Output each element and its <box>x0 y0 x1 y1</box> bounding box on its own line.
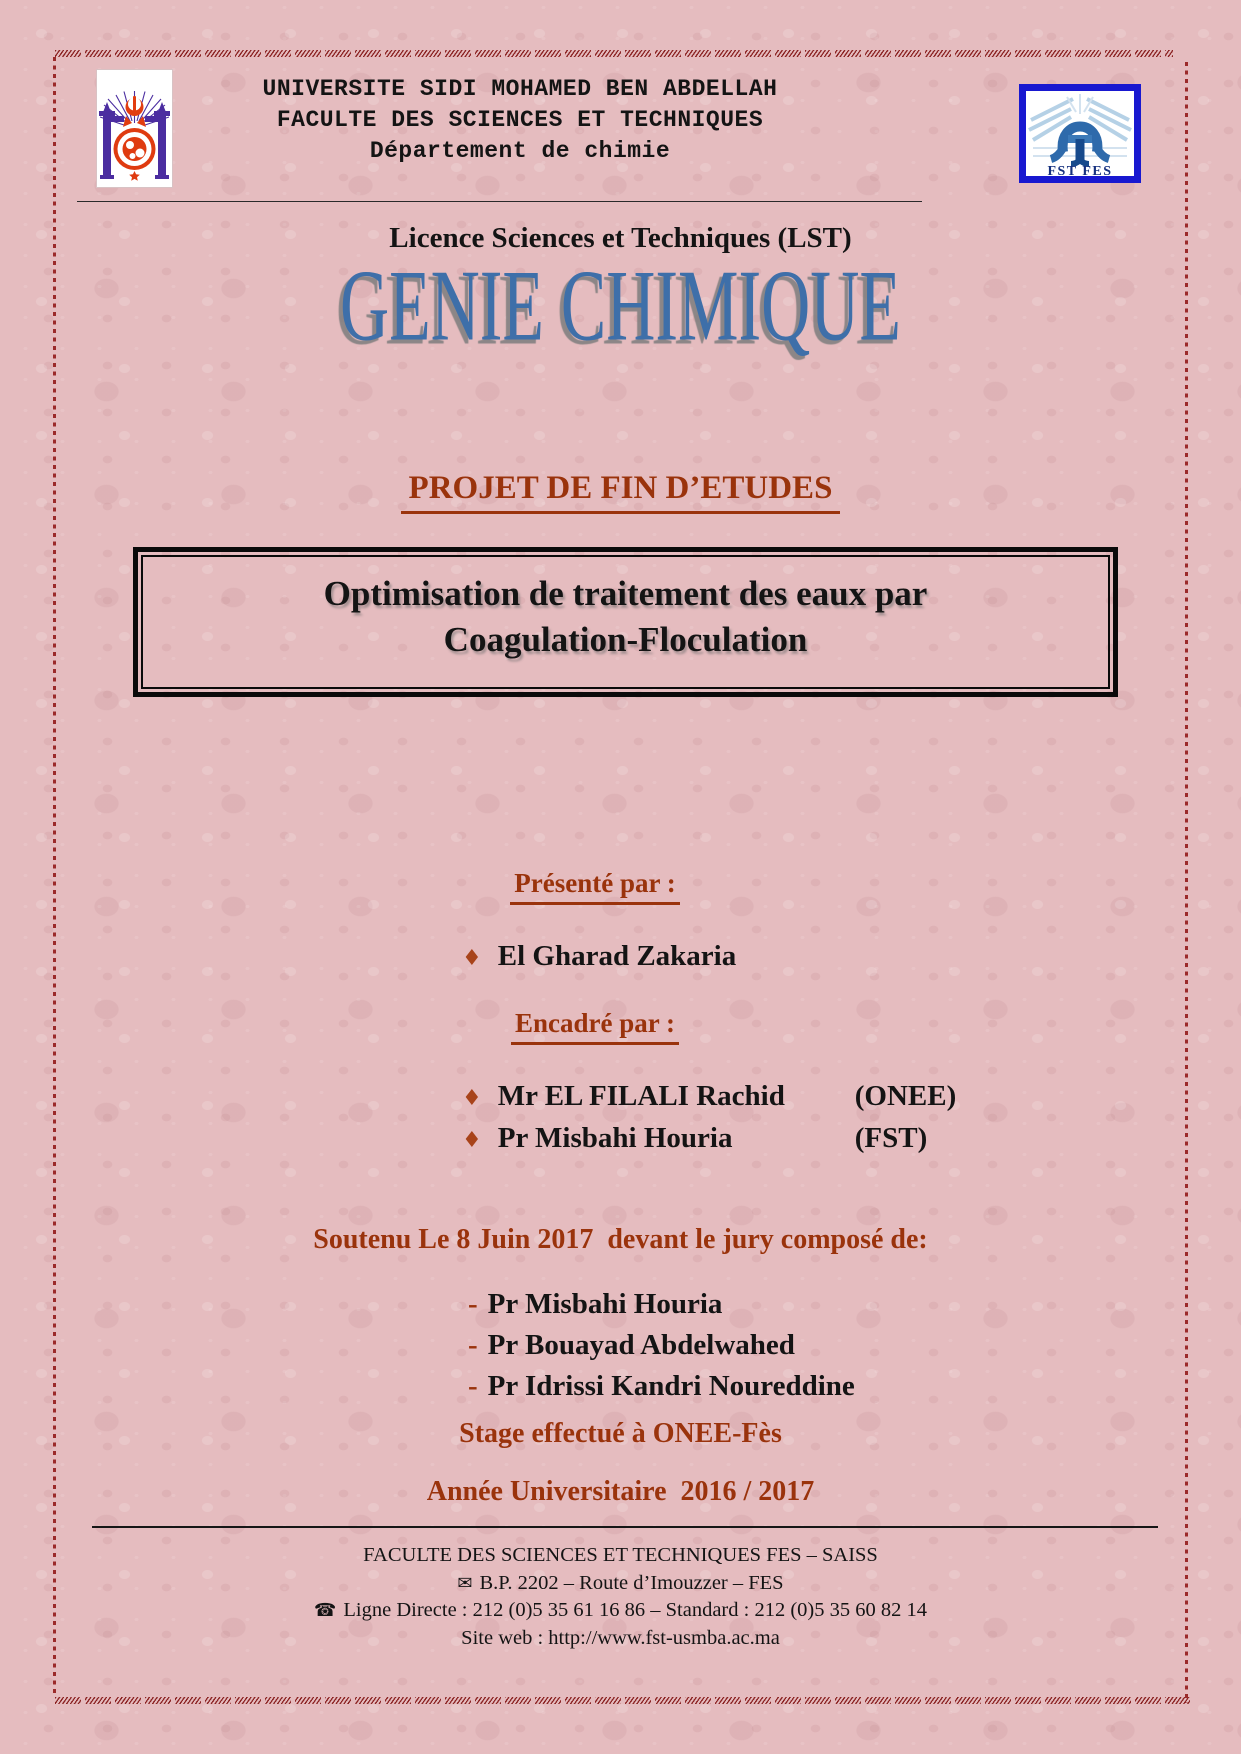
advisors-list <box>462 1080 956 1164</box>
supervised-by-label: Encadré par : <box>511 1008 679 1045</box>
presented-by-label: Présenté par : <box>510 868 679 905</box>
footer-phone-text: Ligne Directe : 212 (0)5 35 61 16 86 – Standard : 212 (0)5 35 60 82 14 <box>343 1599 927 1621</box>
footer-divider-rule <box>92 1526 1158 1528</box>
presented-by-heading <box>0 868 1190 905</box>
student-name: El Gharad Zakaria <box>497 940 737 972</box>
jury-row <box>468 1370 855 1403</box>
fst-fes-logo <box>1019 84 1141 183</box>
program-name: Licence Sciences et Techniques (LST) <box>389 222 852 254</box>
dash-bullet: - <box>468 1370 478 1402</box>
diamond-bullet-icon: ♦ <box>462 1086 482 1111</box>
thesis-title-line1: Optimisation de traitement des eaux par <box>323 574 928 613</box>
department-name: Département de chimie <box>369 138 671 164</box>
thesis-title-line2: Coagulation-Floculation <box>443 620 808 659</box>
advisor-affiliation: (FST) <box>854 1122 928 1154</box>
dash-bullet: - <box>468 1288 478 1320</box>
advisor-name: Mr EL FILALI Rachid <box>497 1080 785 1112</box>
advisor-row <box>462 1080 956 1113</box>
defense-intro: Soutenu Le 8 Juin 2017 devant le jury composé de: <box>313 1224 928 1255</box>
jury-list <box>468 1288 855 1411</box>
footer-faculty-line: FACULTE DES SCIENCES ET TECHNIQUES FES – SAISS <box>363 1544 878 1566</box>
advisor-affiliation: (ONEE) <box>854 1080 957 1112</box>
frame-bottom-border <box>55 1697 1190 1704</box>
university-name: UNIVERSITE SIDI MOHAMED BEN ABDELLAH <box>262 76 778 102</box>
thesis-title-box-inner <box>141 555 1110 689</box>
jury-member-name: Pr Bouayad Abdelwahed <box>487 1329 795 1361</box>
jury-member-name: Pr Idrissi Kandri Noureddine <box>487 1370 855 1402</box>
student-row <box>462 940 736 973</box>
usmba-university-emblem-logo <box>96 69 173 188</box>
advisor-row <box>462 1122 956 1155</box>
jury-row <box>468 1288 855 1321</box>
document-type-heading <box>0 470 1241 514</box>
envelope-icon: ✉ <box>457 1572 473 1594</box>
footer-address-line <box>0 1570 1241 1598</box>
faculty-name: FACULTE DES SCIENCES ET TECHNIQUES <box>276 107 764 133</box>
document-type-text: PROJET DE FIN D’ETUDES <box>401 470 841 514</box>
advisor-name: Pr Misbahi Houria <box>497 1122 733 1154</box>
dash-bullet: - <box>468 1329 478 1361</box>
diamond-bullet-icon: ♦ <box>462 946 482 971</box>
academic-year: Année Universitaire 2016 / 2017 <box>426 1476 815 1507</box>
diamond-bullet-icon: ♦ <box>462 1128 482 1153</box>
fst-fes-logo-caption: FST FES <box>1047 164 1113 179</box>
footer-address-text: B.P. 2202 – Route d’Imouzzer – FES <box>479 1571 784 1594</box>
major-title <box>0 248 1241 363</box>
jury-member-name: Pr Misbahi Houria <box>487 1288 723 1320</box>
major-title-text: GENIE CHIMIQUE <box>340 248 901 363</box>
supervised-by-heading <box>0 1008 1190 1045</box>
institution-header <box>170 74 870 167</box>
thesis-title-box <box>133 547 1118 697</box>
footer-phone-line <box>0 1597 1241 1625</box>
internship-location: Stage effectué à ONEE-Fès <box>459 1418 782 1449</box>
jury-row <box>468 1329 855 1362</box>
frame-top-border <box>55 50 1173 57</box>
telephone-icon: ☎ <box>313 1600 337 1621</box>
header-divider-rule <box>77 201 922 202</box>
footer-contact-block <box>0 1542 1241 1652</box>
footer-website-line: Site web : http://www.fst-usmba.ac.ma <box>461 1626 780 1649</box>
